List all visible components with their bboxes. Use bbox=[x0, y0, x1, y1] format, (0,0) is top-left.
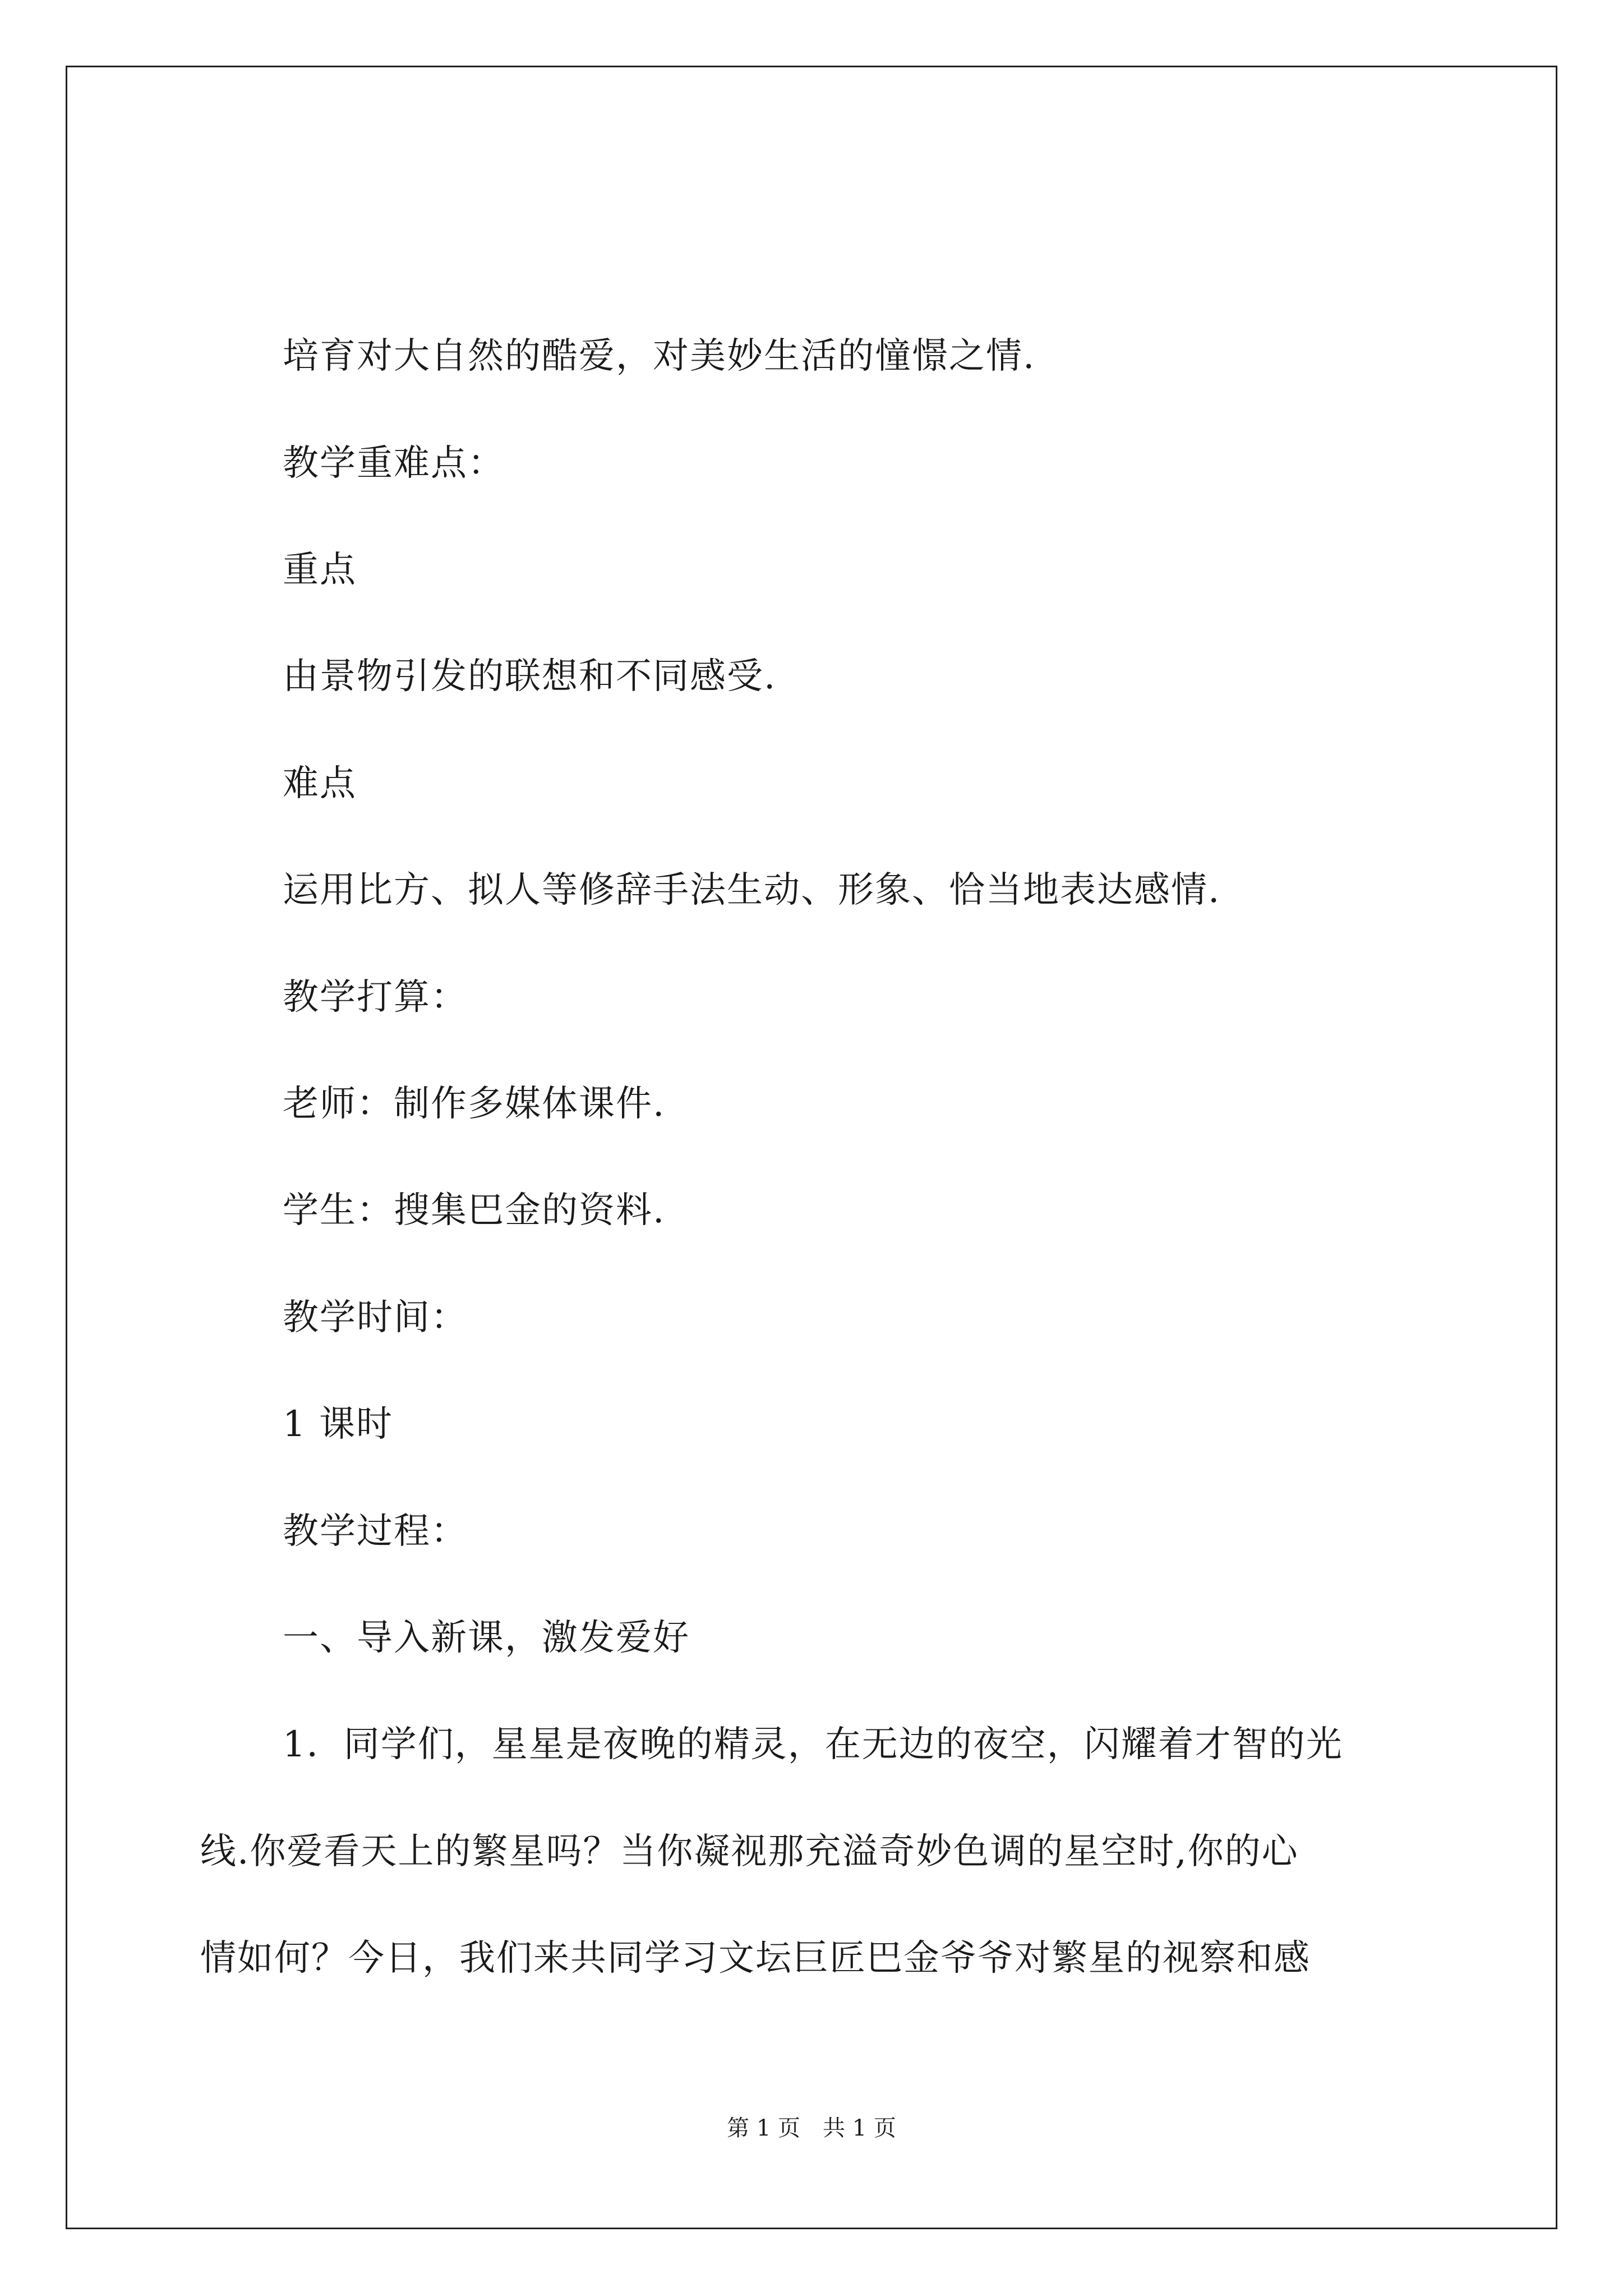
paragraph-line: 情如何？今日，我们来共同学习文坛巨匠巴金爷爷对繁星的视察和感 bbox=[200, 1938, 1311, 1979]
page-total: 共 1 页 bbox=[823, 2115, 896, 2141]
paragraph-line: 线.你爱看天上的繁星吗？当你凝视那充溢奇妙色调的星空时,你的心 bbox=[200, 1831, 1299, 1872]
section-heading: 教学时间： bbox=[283, 1297, 468, 1338]
paragraph: 学生：搜集巴金的资料. bbox=[283, 1190, 666, 1231]
section-heading: 教学过程： bbox=[283, 1511, 468, 1552]
paragraph: 运用比方、拟人等修辞手法生动、形象、恰当地表达感情. bbox=[283, 869, 1221, 911]
page-number: 第 1 页 bbox=[727, 2115, 800, 2141]
subheading: 难点 bbox=[283, 763, 357, 804]
paragraph: 一、导入新课，激发爱好 bbox=[283, 1617, 690, 1659]
page-border bbox=[66, 66, 1557, 2229]
page-footer bbox=[0, 2115, 1623, 2142]
section-heading: 教学重难点： bbox=[283, 443, 505, 484]
paragraph: 老师：制作多媒体课件. bbox=[283, 1083, 666, 1125]
paragraph: 1 课时 bbox=[283, 1404, 394, 1445]
paragraph: 由景物引发的联想和不同感受. bbox=[283, 656, 777, 697]
paragraph-line: 1．同学们，星星是夜晚的精灵，在无边的夜空，闪耀着才智的光 bbox=[283, 1724, 1343, 1765]
subheading: 重点 bbox=[283, 549, 357, 591]
paragraph: 培育对大自然的酷爱，对美妙生活的憧憬之情. bbox=[283, 335, 1036, 377]
section-heading: 教学打算： bbox=[283, 977, 468, 1018]
